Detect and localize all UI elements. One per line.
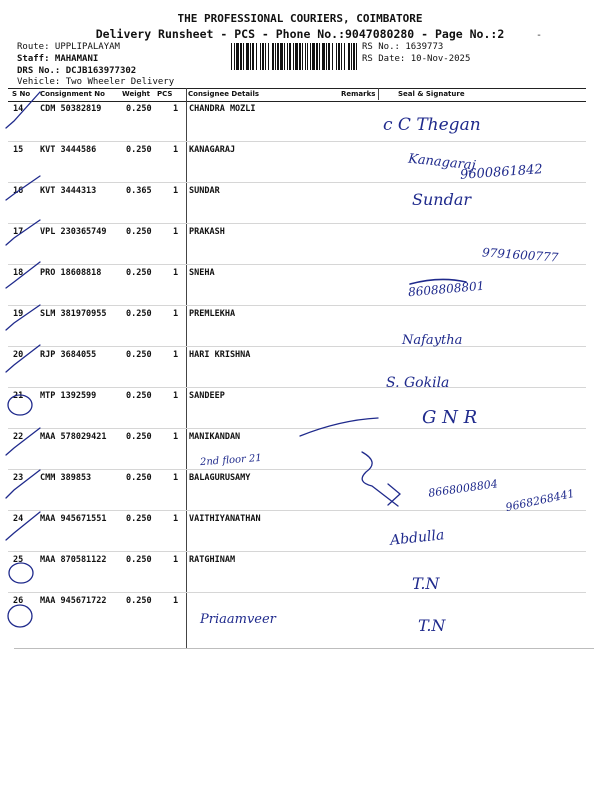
row-sno: 23 (13, 473, 24, 483)
row-weight: 0.250 (126, 145, 152, 155)
table-row (8, 551, 586, 593)
row-weight: 0.250 (126, 391, 152, 401)
runsheet-subtitle: Delivery Runsheet - PCS - Phone No.:9047080280 - Page No.:2 (95, 27, 505, 41)
row-pcs: 1 (173, 309, 179, 319)
table-row (8, 510, 586, 552)
signature-row-20: S. Gokila (386, 375, 450, 391)
row-weight: 0.250 (126, 104, 152, 114)
row-pcs: 1 (173, 473, 179, 483)
signature-row-15: Kanagaraj (407, 151, 477, 174)
row-consignment: MAA 945671551 (40, 514, 107, 524)
signature-row-19: Nafaytha (402, 333, 463, 348)
row-pcs: 1 (173, 186, 179, 196)
drs-number: DRS No.: DCJB163977302 (17, 66, 137, 76)
row-consignment: SLM 381970955 (40, 309, 107, 319)
row-sno: 19 (13, 309, 24, 319)
row-sno: 17 (13, 227, 24, 237)
row-pcs: 1 (173, 227, 179, 237)
vehicle-label: Vehicle: Two Wheeler Delivery (17, 77, 175, 87)
row-consignee: RATGHINAM (189, 555, 236, 565)
col-sno: S No (12, 90, 31, 98)
col-weight: Weight (122, 90, 150, 98)
row-consignment: MAA 870581122 (40, 555, 107, 565)
row-weight: 0.250 (126, 596, 152, 606)
row-consignee: VAITHIYANATHAN (189, 514, 261, 524)
phone-row-15: 9600861842 (459, 162, 544, 183)
table-row (8, 264, 586, 306)
row-weight: 0.250 (126, 227, 152, 237)
row-consignee: SNEHA (189, 268, 215, 278)
row-weight: 0.250 (126, 268, 152, 278)
row-pcs: 1 (173, 145, 179, 155)
col-remarks: Remarks (341, 90, 376, 98)
row-pcs: 1 (173, 432, 179, 442)
col-pcs: PCS (157, 90, 173, 98)
col-consignment: Consignment No (40, 90, 105, 98)
row-weight: 0.250 (126, 432, 152, 442)
column-divider (378, 88, 379, 100)
row-consignment: RJP 3684055 (40, 350, 97, 360)
table-row (8, 346, 586, 388)
col-consignee: Consignee Details (188, 90, 260, 98)
row-sno: 26 (13, 596, 24, 606)
row-weight: 0.250 (126, 350, 152, 360)
signature-row-16: Sundar (412, 190, 471, 209)
row-consignee: BALAGURUSAMY (189, 473, 251, 483)
row-pcs: 1 (173, 596, 179, 606)
phone-row-18: 8608808801 (407, 278, 485, 300)
row-consignee: SUNDAR (189, 186, 220, 196)
signature-row-21: G N R (422, 407, 478, 428)
row-sno: 18 (13, 268, 24, 278)
row-consignment: CDM 50382819 (40, 104, 102, 114)
row-consignee: PRAKASH (189, 227, 225, 237)
table-row (8, 428, 586, 470)
table-row (8, 100, 586, 142)
row-consignee: SANDEEP (189, 391, 225, 401)
signature-row-24: Abdulla (389, 527, 446, 549)
row-sno: 24 (13, 514, 24, 524)
consignee-row-26-handwritten: Priaamveer (200, 612, 276, 627)
row-pcs: 1 (173, 104, 179, 114)
row-consignment: PRO 18608818 (40, 268, 102, 278)
row-consignment: MTP 1392599 (40, 391, 97, 401)
table-row (8, 592, 586, 633)
row-weight: 0.250 (126, 514, 152, 524)
row-sno: 21 (13, 391, 24, 401)
row-sno: 20 (13, 350, 24, 360)
row-consignment: MAA 945671722 (40, 596, 107, 606)
company-title: THE PROFESSIONAL COURIERS, COIMBATORE (177, 12, 423, 25)
signature-row-25: T.N (412, 574, 440, 593)
rs-number: RS No.: 1639773 (362, 42, 444, 52)
route-label: Route: UPPLIPALAYAM (17, 42, 120, 52)
row-weight: 0.250 (126, 309, 152, 319)
row-sno: 25 (13, 555, 24, 565)
row-consignee: CHANDRA MOZLI (189, 104, 256, 114)
phone-row-23a: 8668008804 (427, 477, 499, 500)
row-consignee: KANAGARAJ (189, 145, 236, 155)
staff-label: Staff: MAHAMANI (17, 54, 99, 64)
row-consignment: KVT 3444313 (40, 186, 97, 196)
col-seal-signature: Seal & Signature (398, 90, 465, 98)
row-consignment: CMM 389853 (40, 473, 92, 483)
row-consignee: PREMLEKHA (189, 309, 236, 319)
table-row (8, 182, 586, 224)
note-row-22: 2nd floor 21 (199, 452, 263, 469)
row-consignment: VPL 230365749 (40, 227, 107, 237)
row-consignment: KVT 3444586 (40, 145, 97, 155)
signature-row-14: c C Thegan (383, 115, 481, 135)
barcode-image (231, 43, 357, 70)
row-sno: 22 (13, 432, 24, 442)
row-consignment: MAA 578029421 (40, 432, 107, 442)
signature-row-26: T.N (418, 616, 446, 635)
table-row (8, 305, 586, 347)
row-weight: 0.365 (126, 186, 152, 196)
rs-date: RS Date: 10-Nov-2025 (362, 54, 471, 64)
row-pcs: 1 (173, 350, 179, 360)
row-weight: 0.250 (126, 555, 152, 565)
row-sno: 15 (13, 145, 24, 155)
row-consignee: HARI KRISHNA (189, 350, 251, 360)
table-row (8, 469, 586, 511)
dash-mark: - (536, 30, 543, 41)
row-sno: 16 (13, 186, 24, 196)
table-bottom-border (14, 648, 594, 649)
row-pcs: 1 (173, 391, 179, 401)
row-pcs: 1 (173, 555, 179, 565)
row-weight: 0.250 (126, 473, 152, 483)
table-row (8, 387, 586, 429)
row-consignee: MANIKANDAN (189, 432, 241, 442)
phone-row-23b: 9668268441 (504, 486, 576, 515)
row-pcs: 1 (173, 268, 179, 278)
row-sno: 14 (13, 104, 24, 114)
row-pcs: 1 (173, 514, 179, 524)
phone-row-17: 9791600777 (481, 245, 559, 265)
